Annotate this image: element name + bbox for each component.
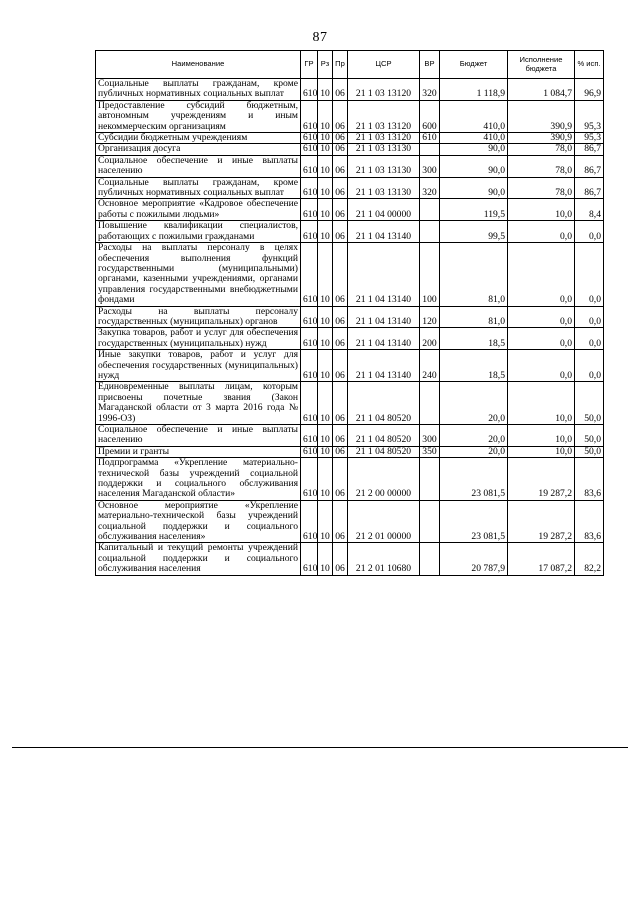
cell-name: Капитальный и текущий ремонты учреждений социальной поддержки и социального обслуживания населения	[96, 543, 301, 575]
cell-csr: 21 1 03 13120	[348, 79, 420, 101]
cell-execution: 10,0	[508, 382, 575, 425]
cell-rz: 10	[318, 382, 333, 425]
cell-name: Повышение квалификации специалистов, работающих с пожилыми гражданами	[96, 221, 301, 243]
cell-pr: 06	[333, 306, 348, 328]
cell-vr: 320	[420, 79, 440, 101]
cell-pr: 06	[333, 144, 348, 155]
cell-vr: 610	[420, 133, 440, 144]
cell-budget: 20 787,9	[440, 543, 508, 575]
table-row	[96, 79, 604, 101]
cell-name: Социальные выплаты гражданам, кроме публичных нормативных социальных выплат	[96, 177, 301, 199]
cell-percent: 0,0	[575, 306, 604, 328]
cell-vr: 120	[420, 306, 440, 328]
cell-gr: 610	[301, 425, 318, 447]
cell-percent: 0,0	[575, 350, 604, 382]
header-csr: ЦСР	[348, 51, 420, 79]
cell-name: Основное мероприятие «Кадровое обеспечение работы с пожилыми людьми»	[96, 199, 301, 221]
table-row	[96, 306, 604, 328]
cell-pr: 06	[333, 243, 348, 306]
cell-gr: 610	[301, 155, 318, 177]
table-row	[96, 500, 604, 543]
cell-rz: 10	[318, 306, 333, 328]
table-row	[96, 243, 604, 306]
cell-pr: 06	[333, 199, 348, 221]
cell-name: Подпрограмма «Укрепление материально-технической базы учреждений социальной поддержки и социального обслуживания населения Магаданской области»	[96, 458, 301, 501]
cell-percent: 8,4	[575, 199, 604, 221]
cell-vr	[420, 500, 440, 543]
cell-vr: 320	[420, 177, 440, 199]
cell-budget: 119,5	[440, 199, 508, 221]
cell-vr: 200	[420, 328, 440, 350]
cell-budget: 81,0	[440, 243, 508, 306]
cell-csr: 21 2 00 00000	[348, 458, 420, 501]
cell-csr: 21 2 01 10680	[348, 543, 420, 575]
cell-csr: 21 1 04 80520	[348, 382, 420, 425]
cell-name: Единовременные выплаты лицам, которым присвоены почетные звания (Закон Магаданской области от 3 марта 2016 года № 1996-ОЗ)	[96, 382, 301, 425]
cell-gr: 610	[301, 328, 318, 350]
cell-pr: 06	[333, 446, 348, 457]
cell-percent: 83,6	[575, 500, 604, 543]
cell-budget: 20,0	[440, 446, 508, 457]
cell-csr: 21 1 04 00000	[348, 199, 420, 221]
cell-gr: 610	[301, 446, 318, 457]
cell-budget: 18,5	[440, 328, 508, 350]
cell-budget: 90,0	[440, 144, 508, 155]
cell-gr: 610	[301, 133, 318, 144]
cell-gr: 610	[301, 350, 318, 382]
cell-name: Социальное обеспечение и иные выплаты населению	[96, 155, 301, 177]
cell-percent: 86,7	[575, 144, 604, 155]
cell-rz: 10	[318, 221, 333, 243]
cell-percent: 86,7	[575, 155, 604, 177]
cell-budget: 90,0	[440, 177, 508, 199]
table-row	[96, 177, 604, 199]
cell-execution: 19 287,2	[508, 458, 575, 501]
cell-percent: 86,7	[575, 177, 604, 199]
cell-percent: 50,0	[575, 446, 604, 457]
cell-vr	[420, 221, 440, 243]
cell-pr: 06	[333, 133, 348, 144]
cell-rz: 10	[318, 199, 333, 221]
cell-pr: 06	[333, 350, 348, 382]
table-row	[96, 446, 604, 457]
cell-execution: 78,0	[508, 155, 575, 177]
cell-name: Расходы на выплаты персоналу в целях обеспечения выполнения функций государственными (муниципальными) органами, казенными учреждениями, органами управления государственными внебюджетными фондами	[96, 243, 301, 306]
cell-budget: 20,0	[440, 382, 508, 425]
cell-budget: 23 081,5	[440, 500, 508, 543]
header-budget: Бюджет	[440, 51, 508, 79]
cell-execution: 10,0	[508, 446, 575, 457]
header-name: Наименование	[96, 51, 301, 79]
cell-rz: 10	[318, 133, 333, 144]
cell-name: Социальные выплаты гражданам, кроме публичных нормативных социальных выплат	[96, 79, 301, 101]
cell-vr: 350	[420, 446, 440, 457]
cell-rz: 10	[318, 446, 333, 457]
cell-gr: 610	[301, 100, 318, 132]
cell-rz: 10	[318, 328, 333, 350]
cell-budget: 20,0	[440, 425, 508, 447]
cell-gr: 610	[301, 177, 318, 199]
cell-execution: 10,0	[508, 425, 575, 447]
cell-rz: 10	[318, 425, 333, 447]
cell-budget: 410,0	[440, 133, 508, 144]
cell-execution: 10,0	[508, 199, 575, 221]
cell-gr: 610	[301, 382, 318, 425]
cell-csr: 21 1 04 13140	[348, 328, 420, 350]
header-rz: Рз	[318, 51, 333, 79]
cell-name: Социальное обеспечение и иные выплаты населению	[96, 425, 301, 447]
cell-vr	[420, 543, 440, 575]
cell-percent: 50,0	[575, 382, 604, 425]
table-row	[96, 328, 604, 350]
cell-rz: 10	[318, 458, 333, 501]
cell-budget: 23 081,5	[440, 458, 508, 501]
cell-execution: 78,0	[508, 177, 575, 199]
cell-rz: 10	[318, 543, 333, 575]
cell-percent: 0,0	[575, 221, 604, 243]
cell-rz: 10	[318, 350, 333, 382]
cell-vr	[420, 144, 440, 155]
cell-gr: 610	[301, 458, 318, 501]
cell-execution: 78,0	[508, 144, 575, 155]
cell-csr: 21 1 03 13130	[348, 177, 420, 199]
header-pr: Пр	[333, 51, 348, 79]
cell-execution: 1 084,7	[508, 79, 575, 101]
cell-gr: 610	[301, 79, 318, 101]
cell-pr: 06	[333, 79, 348, 101]
table-row	[96, 100, 604, 132]
cell-rz: 10	[318, 243, 333, 306]
cell-csr: 21 1 04 13140	[348, 350, 420, 382]
cell-gr: 610	[301, 306, 318, 328]
cell-rz: 10	[318, 177, 333, 199]
cell-rz: 10	[318, 79, 333, 101]
cell-csr: 21 1 04 80520	[348, 446, 420, 457]
cell-vr: 600	[420, 100, 440, 132]
bottom-divider	[12, 747, 628, 748]
cell-vr	[420, 382, 440, 425]
cell-rz: 10	[318, 144, 333, 155]
header-execution: Исполнение бюджета	[508, 51, 575, 79]
table-row	[96, 199, 604, 221]
cell-pr: 06	[333, 328, 348, 350]
cell-vr: 300	[420, 155, 440, 177]
cell-csr: 21 1 03 13130	[348, 155, 420, 177]
cell-budget: 1 118,9	[440, 79, 508, 101]
table-row	[96, 458, 604, 501]
cell-percent: 83,6	[575, 458, 604, 501]
header-percent: % исп.	[575, 51, 604, 79]
table-row	[96, 221, 604, 243]
cell-pr: 06	[333, 382, 348, 425]
cell-execution: 0,0	[508, 350, 575, 382]
table-row	[96, 350, 604, 382]
cell-pr: 06	[333, 221, 348, 243]
cell-pr: 06	[333, 500, 348, 543]
table-row	[96, 543, 604, 575]
table-body	[96, 79, 604, 576]
cell-percent: 0,0	[575, 243, 604, 306]
cell-pr: 06	[333, 100, 348, 132]
table-row	[96, 155, 604, 177]
cell-budget: 99,5	[440, 221, 508, 243]
table-row	[96, 144, 604, 155]
cell-execution: 0,0	[508, 306, 575, 328]
cell-execution: 19 287,2	[508, 500, 575, 543]
table-row	[96, 425, 604, 447]
cell-name: Иные закупки товаров, работ и услуг для обеспечения государственных (муниципальных) нужд	[96, 350, 301, 382]
cell-csr: 21 1 03 13130	[348, 144, 420, 155]
cell-vr: 100	[420, 243, 440, 306]
cell-name: Организация досуга	[96, 144, 301, 155]
cell-budget: 90,0	[440, 155, 508, 177]
cell-percent: 95,3	[575, 133, 604, 144]
cell-gr: 610	[301, 243, 318, 306]
cell-csr: 21 1 04 13140	[348, 306, 420, 328]
budget-table	[95, 50, 604, 576]
cell-rz: 10	[318, 100, 333, 132]
cell-execution: 390,9	[508, 133, 575, 144]
cell-gr: 610	[301, 221, 318, 243]
table-row	[96, 382, 604, 425]
cell-csr: 21 1 04 80520	[348, 425, 420, 447]
cell-csr: 21 1 04 13140	[348, 221, 420, 243]
cell-percent: 95,3	[575, 100, 604, 132]
cell-name: Субсидии бюджетным учреждениям	[96, 133, 301, 144]
cell-name: Премии и гранты	[96, 446, 301, 457]
cell-name: Закупка товаров, работ и услуг для обеспечения государственных (муниципальных) нужд	[96, 328, 301, 350]
cell-pr: 06	[333, 458, 348, 501]
cell-gr: 610	[301, 543, 318, 575]
cell-vr	[420, 199, 440, 221]
cell-csr: 21 1 04 13140	[348, 243, 420, 306]
cell-execution: 0,0	[508, 243, 575, 306]
cell-pr: 06	[333, 543, 348, 575]
cell-pr: 06	[333, 177, 348, 199]
cell-percent: 0,0	[575, 328, 604, 350]
cell-budget: 81,0	[440, 306, 508, 328]
cell-percent: 50,0	[575, 425, 604, 447]
cell-rz: 10	[318, 155, 333, 177]
table-row	[96, 133, 604, 144]
cell-vr	[420, 458, 440, 501]
page-number: 87	[312, 30, 328, 45]
cell-vr: 240	[420, 350, 440, 382]
header-gr: ГР	[301, 51, 318, 79]
cell-rz: 10	[318, 500, 333, 543]
header-vr: ВР	[420, 51, 440, 79]
cell-percent: 82,2	[575, 543, 604, 575]
cell-gr: 610	[301, 500, 318, 543]
cell-execution: 390,9	[508, 100, 575, 132]
cell-csr: 21 1 03 13120	[348, 100, 420, 132]
cell-vr: 300	[420, 425, 440, 447]
cell-budget: 18,5	[440, 350, 508, 382]
cell-pr: 06	[333, 425, 348, 447]
cell-execution: 0,0	[508, 221, 575, 243]
table-header-row	[96, 51, 604, 79]
cell-execution: 17 087,2	[508, 543, 575, 575]
cell-budget: 410,0	[440, 100, 508, 132]
cell-pr: 06	[333, 155, 348, 177]
cell-name: Предоставление субсидий бюджетным, автономным учреждениям и иным некоммерческим организациям	[96, 100, 301, 132]
cell-csr: 21 2 01 00000	[348, 500, 420, 543]
cell-csr: 21 1 03 13120	[348, 133, 420, 144]
cell-gr: 610	[301, 144, 318, 155]
cell-percent: 96,9	[575, 79, 604, 101]
cell-name: Расходы на выплаты персоналу государственных (муниципальных) органов	[96, 306, 301, 328]
cell-name: Основное мероприятие «Укрепление материально-технической базы учреждений социальной поддержки и социального обслуживания населения»	[96, 500, 301, 543]
cell-gr: 610	[301, 199, 318, 221]
cell-execution: 0,0	[508, 328, 575, 350]
